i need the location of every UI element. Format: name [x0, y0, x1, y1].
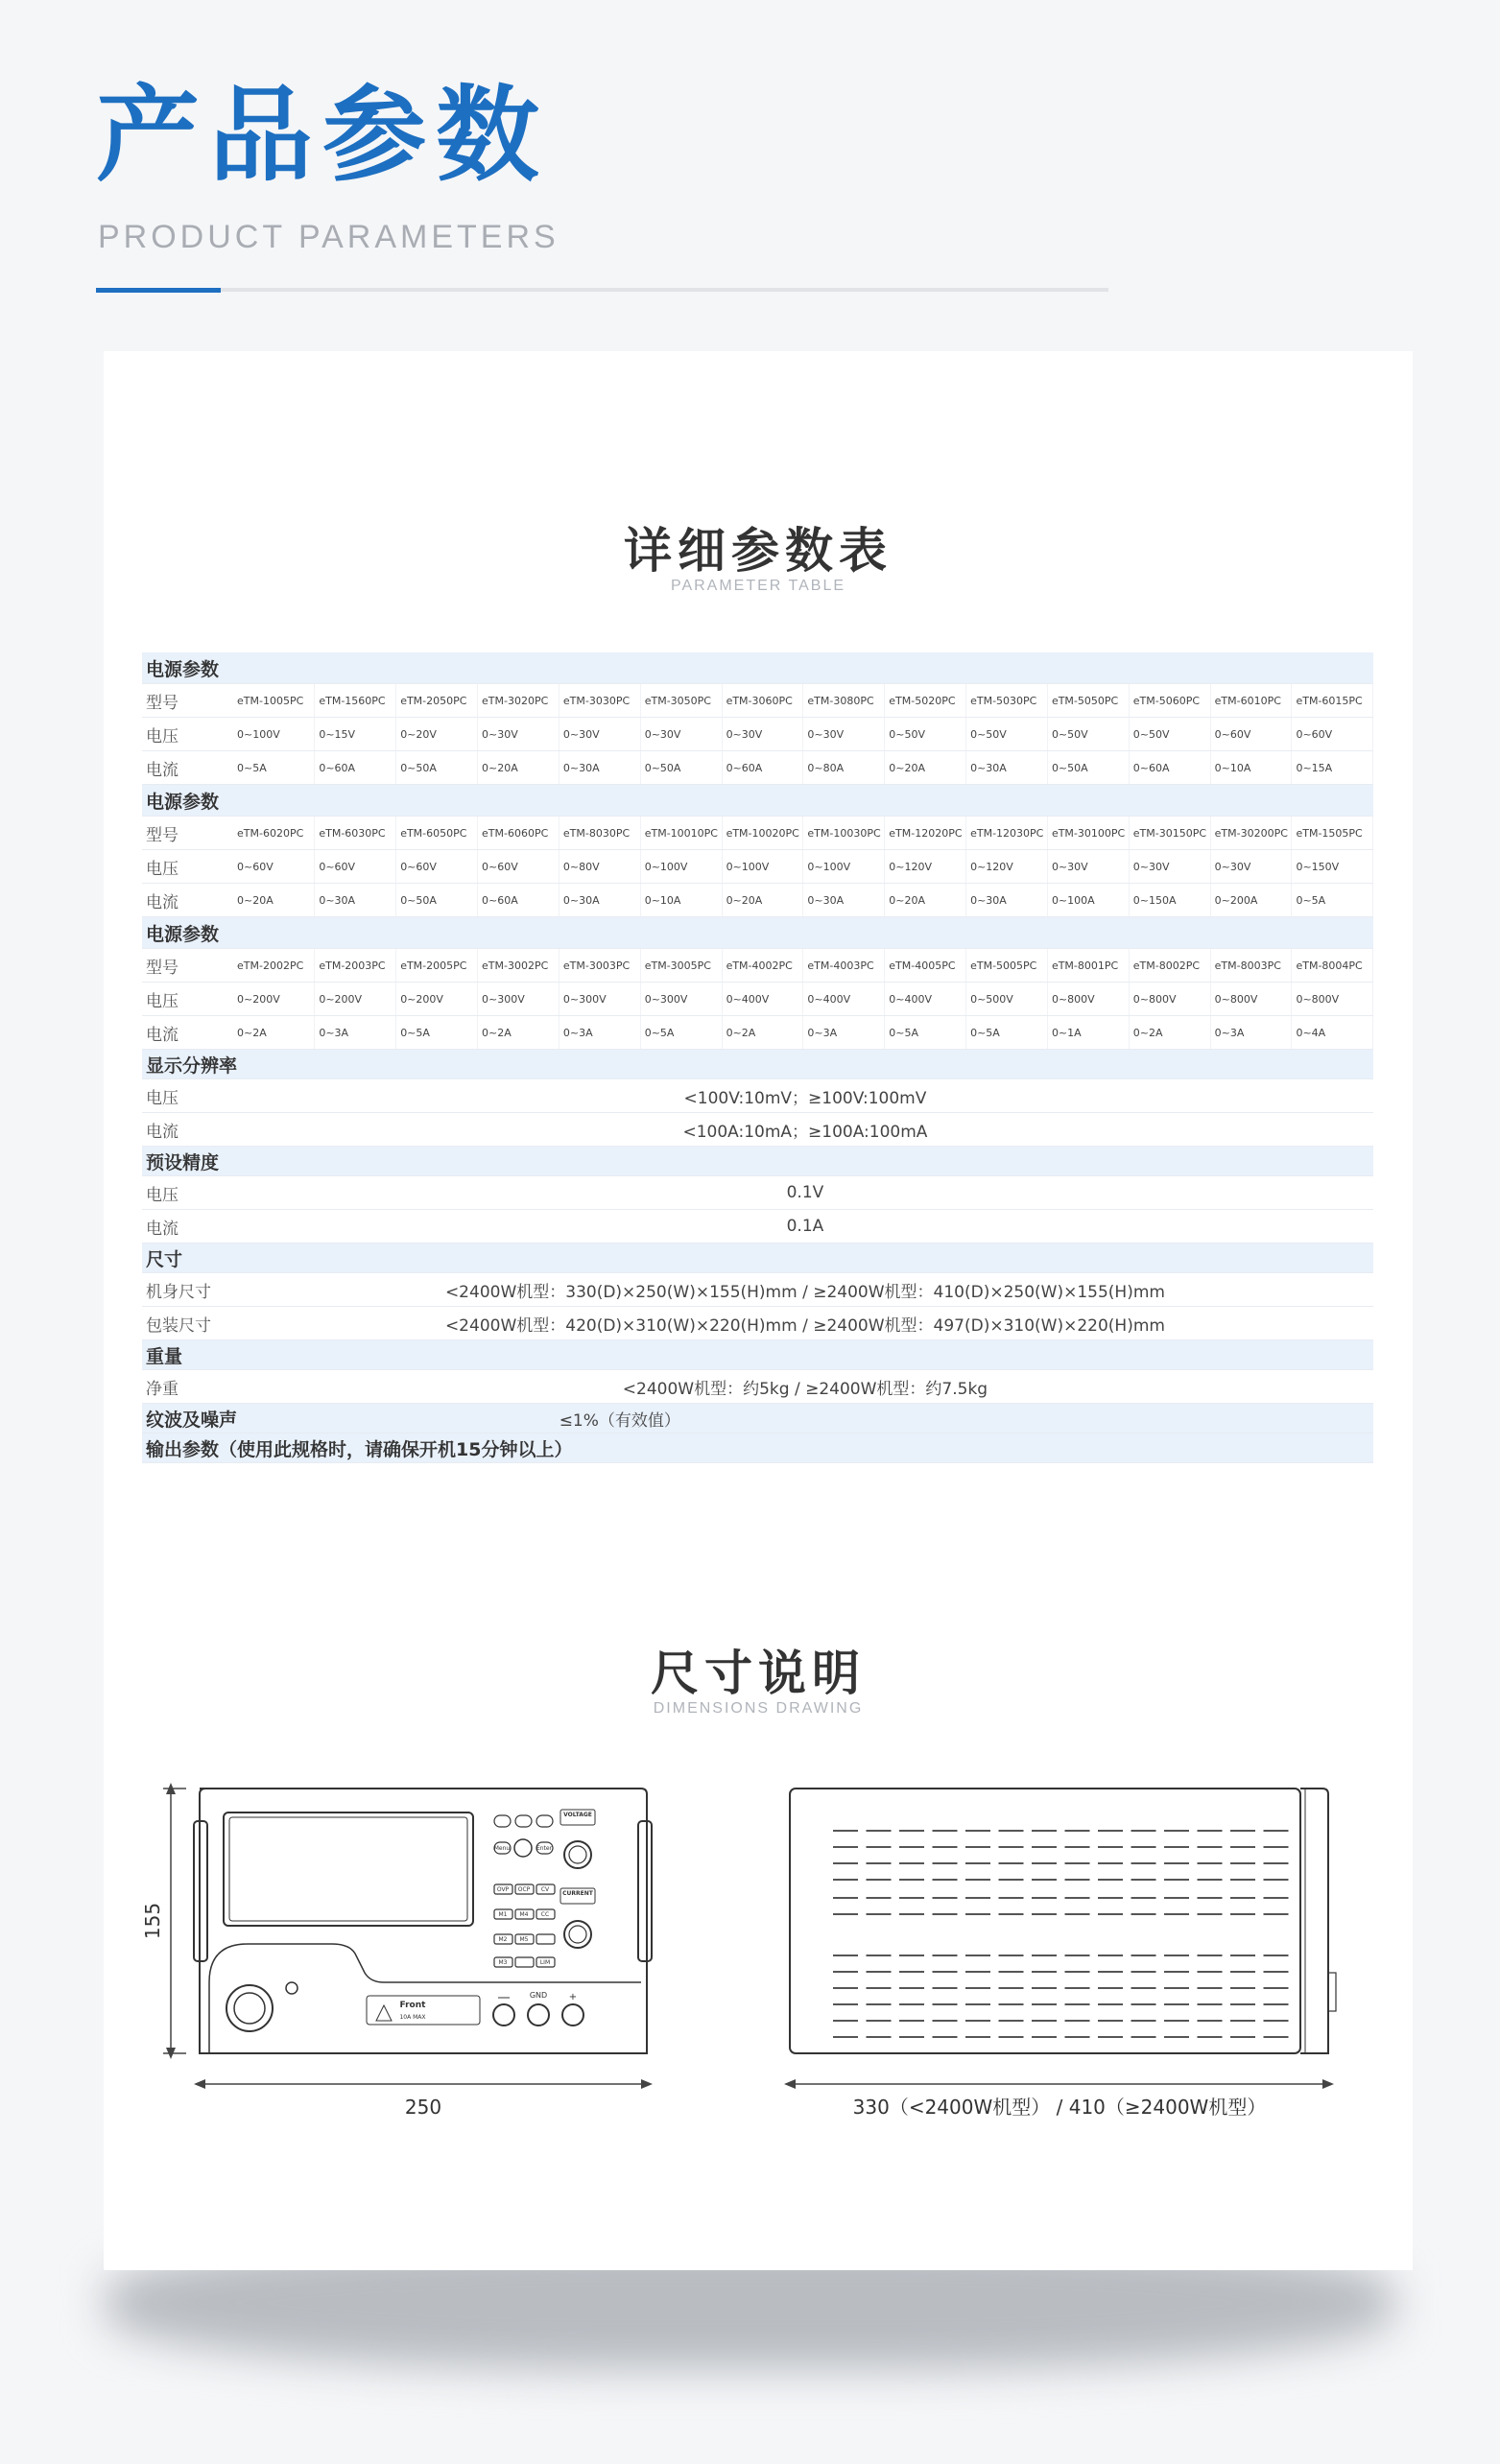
table-cell: 0~15A: [1292, 751, 1373, 785]
table-cell: 0~30V: [559, 718, 640, 751]
table-cell: 0~1A: [1047, 1016, 1129, 1050]
m5-label: M5: [519, 1936, 529, 1943]
params-subtitle: PARAMETER TABLE: [670, 578, 846, 594]
max-label: 10A MAX: [399, 2014, 426, 2021]
table-cell: eTM-2005PC: [396, 949, 478, 983]
table-cell: eTM-2050PC: [396, 684, 478, 718]
table-cell: eTM-2003PC: [315, 949, 396, 983]
table-cell: eTM-4005PC: [885, 949, 966, 983]
table-cell: 0~60V: [315, 850, 396, 884]
table-cell: 0~80A: [803, 751, 885, 785]
table-cell: 0~15V: [315, 718, 396, 751]
table-cell: eTM-3030PC: [559, 684, 640, 718]
cv-label: CV: [540, 1886, 550, 1893]
table-cell: 0~800V: [1129, 983, 1210, 1016]
lim-label: LIM: [539, 1959, 551, 1966]
table-cell: eTM-8004PC: [1292, 949, 1373, 983]
row-label: 电流: [142, 884, 233, 917]
table-cell: 0~5A: [966, 1016, 1048, 1050]
table-cell: 0~100V: [722, 850, 803, 884]
table-cell: 0~30A: [559, 884, 640, 917]
table-cell: 0~800V: [1047, 983, 1129, 1016]
table-cell: eTM-30200PC: [1210, 817, 1292, 850]
row-label: 包装尺寸: [142, 1307, 233, 1340]
table-cell: eTM-5030PC: [966, 684, 1048, 718]
table-cell: 0~200V: [233, 983, 315, 1016]
row-label: 电压: [142, 850, 233, 884]
table-cell: 0~150V: [1292, 850, 1373, 884]
table-cell: 0~5A: [640, 1016, 722, 1050]
table-cell: eTM-30100PC: [1047, 817, 1129, 850]
table-cell: 0~80V: [559, 850, 640, 884]
row-label: 型号: [142, 684, 233, 718]
row-label: 电流: [142, 1113, 233, 1147]
table-cell: eTM-3080PC: [803, 684, 885, 718]
front-label: Front: [399, 2001, 426, 2010]
table-cell: 0~2A: [233, 1016, 315, 1050]
table-cell: 0~30A: [315, 884, 396, 917]
row-label: 电压: [142, 983, 233, 1016]
row-label: 电流: [142, 1210, 233, 1244]
table-cell: 0~20A: [885, 751, 966, 785]
table-cell: eTM-5020PC: [885, 684, 966, 718]
table-cell: eTM-5060PC: [1129, 684, 1210, 718]
table-cell: 0~50A: [640, 751, 722, 785]
table-cell: 0~800V: [1292, 983, 1373, 1016]
row-label: 电压: [142, 1176, 233, 1210]
table-cell: 0~400V: [885, 983, 966, 1016]
table-cell: eTM-8001PC: [1047, 949, 1129, 983]
table-cell: 0~20V: [396, 718, 478, 751]
table-cell: eTM-4003PC: [803, 949, 885, 983]
table-cell: 0~30V: [1047, 850, 1129, 884]
m4-label: M4: [519, 1911, 529, 1918]
table-cell: 0~500V: [966, 983, 1048, 1016]
table-cell: 0~30A: [803, 884, 885, 917]
table-cell: eTM-3020PC: [478, 684, 560, 718]
table-cell: <2400W机型：330(D)×250(W)×155(H)mm / ≥2400W机型：410(D)×250(W)×155(H)mm: [233, 1273, 1373, 1307]
table-cell: 0~5A: [885, 1016, 966, 1050]
table-cell: 0~60V: [1292, 718, 1373, 751]
table-cell: 0~30V: [478, 718, 560, 751]
table-cell: eTM-3003PC: [559, 949, 640, 983]
table-cell: eTM-6030PC: [315, 817, 396, 850]
dims-title: 尺寸说明: [651, 1646, 866, 1701]
table-cell: 0~20A: [478, 751, 560, 785]
table-cell: 0~2A: [478, 1016, 560, 1050]
group-title: 显示分辨率: [142, 1050, 1373, 1079]
table-cell: 0~20A: [722, 884, 803, 917]
group-title: 尺寸: [142, 1244, 1373, 1273]
dimension-lines: [163, 1789, 1328, 2084]
table-cell: 0~30A: [966, 751, 1048, 785]
table-cell: 0~100V: [803, 850, 885, 884]
table-cell: eTM-1005PC: [233, 684, 315, 718]
ripple-note: 输出参数（使用此规格时，请确保开机15分钟以上）: [142, 1433, 1373, 1463]
m2-label: M2: [498, 1936, 508, 1943]
table-cell: ≤1%（有效值）: [396, 1404, 1373, 1433]
table-cell: eTM-6020PC: [233, 817, 315, 850]
table-cell: 0~60V: [233, 850, 315, 884]
table-cell: 0~120V: [966, 850, 1048, 884]
current-label: CURRENT: [562, 1890, 593, 1897]
m1-label: M1: [498, 1911, 508, 1918]
table-cell: 0~3A: [803, 1016, 885, 1050]
cc-label: CC: [540, 1911, 550, 1918]
table-cell: 0~50V: [1129, 718, 1210, 751]
plus-label: +: [568, 1992, 578, 2002]
group-title: 纹波及噪声: [142, 1404, 396, 1433]
table-cell: 0~150A: [1129, 884, 1210, 917]
table-cell: 0~30A: [559, 751, 640, 785]
table-cell: eTM-12020PC: [885, 817, 966, 850]
table-cell: eTM-8002PC: [1129, 949, 1210, 983]
row-label: 净重: [142, 1370, 233, 1404]
table-cell: eTM-3050PC: [640, 684, 722, 718]
table-cell: 0~50A: [396, 751, 478, 785]
table-cell: 0~60A: [315, 751, 396, 785]
voltage-label: VOLTAGE: [563, 1812, 592, 1818]
gnd-label: GND: [529, 1991, 548, 2000]
table-cell: 0~50V: [1047, 718, 1129, 751]
table-cell: eTM-10030PC: [803, 817, 885, 850]
row-label: 电流: [142, 751, 233, 785]
table-cell: 0~60V: [1210, 718, 1292, 751]
table-cell: 0~30V: [1129, 850, 1210, 884]
page-title: 产品参数: [96, 76, 550, 196]
header-divider-accent: [96, 288, 221, 293]
table-cell: eTM-1560PC: [315, 684, 396, 718]
table-cell: <2400W机型：约5kg / ≥2400W机型：约7.5kg: [233, 1370, 1373, 1404]
width-dimension-label: 250: [404, 2096, 442, 2119]
table-cell: 0~300V: [640, 983, 722, 1016]
table-cell: eTM-6015PC: [1292, 684, 1373, 718]
table-cell: eTM-5005PC: [966, 949, 1048, 983]
table-cell: 0~60V: [478, 850, 560, 884]
enter-button-label: Enter: [536, 1845, 553, 1852]
table-cell: eTM-6050PC: [396, 817, 478, 850]
table-cell: 0~30V: [722, 718, 803, 751]
group-title: 电源参数: [142, 917, 1373, 949]
table-cell: 0~800V: [1210, 983, 1292, 1016]
table-cell: 0~60A: [722, 751, 803, 785]
row-label: 电压: [142, 718, 233, 751]
table-cell: 0~30V: [1210, 850, 1292, 884]
table-cell: eTM-8003PC: [1210, 949, 1292, 983]
dims-subtitle: DIMENSIONS DRAWING: [653, 1700, 864, 1717]
header-divider: [96, 288, 1108, 292]
table-cell: 0~50V: [966, 718, 1048, 751]
table-cell: 0~10A: [640, 884, 722, 917]
table-cell: 0~20A: [233, 884, 315, 917]
table-cell: eTM-10010PC: [640, 817, 722, 850]
row-label: 型号: [142, 949, 233, 983]
page-subtitle: PRODUCT PARAMETERS: [98, 219, 560, 255]
table-cell: 0~60A: [478, 884, 560, 917]
row-label: 机身尺寸: [142, 1273, 233, 1307]
table-cell: eTM-5050PC: [1047, 684, 1129, 718]
table-cell: 0~10A: [1210, 751, 1292, 785]
table-cell: 0~30V: [640, 718, 722, 751]
table-cell: 0~20A: [885, 884, 966, 917]
table-cell: 0~30V: [803, 718, 885, 751]
table-cell: <2400W机型：420(D)×310(W)×220(H)mm / ≥2400W机型：497(D)×310(W)×220(H)mm: [233, 1307, 1373, 1340]
table-cell: 0~3A: [559, 1016, 640, 1050]
height-dimension-label: 155: [141, 1902, 164, 1940]
table-cell: 0~200V: [396, 983, 478, 1016]
table-cell: 0~400V: [722, 983, 803, 1016]
table-cell: 0~50A: [396, 884, 478, 917]
table-cell: 0~400V: [803, 983, 885, 1016]
table-cell: 0~50A: [1047, 751, 1129, 785]
table-cell: 0.1A: [233, 1210, 1373, 1244]
table-cell: 0~100A: [1047, 884, 1129, 917]
table-cell: eTM-6060PC: [478, 817, 560, 850]
m3-label: M3: [498, 1959, 508, 1966]
group-title: 重量: [142, 1340, 1373, 1370]
table-cell: eTM-12030PC: [966, 817, 1048, 850]
table-cell: 0~100V: [640, 850, 722, 884]
table-cell: eTM-10020PC: [722, 817, 803, 850]
table-cell: eTM-8030PC: [559, 817, 640, 850]
vent-slots: [833, 1831, 1289, 2037]
table-cell: eTM-2002PC: [233, 949, 315, 983]
params-title: 详细参数表: [624, 523, 893, 579]
table-cell: 0~4A: [1292, 1016, 1373, 1050]
side-view: [790, 1789, 1336, 2053]
table-cell: 0~5A: [1292, 884, 1373, 917]
row-label: 电流: [142, 1016, 233, 1050]
table-cell: 0~30A: [966, 884, 1048, 917]
table-cell: 0~300V: [559, 983, 640, 1016]
table-cell: eTM-1505PC: [1292, 817, 1373, 850]
table-cell: 0~5A: [233, 751, 315, 785]
table-cell: eTM-3005PC: [640, 949, 722, 983]
table-cell: 0~100V: [233, 718, 315, 751]
group-title: 电源参数: [142, 652, 1373, 684]
table-cell: eTM-4002PC: [722, 949, 803, 983]
table-cell: 0~200V: [315, 983, 396, 1016]
group-title: 电源参数: [142, 785, 1373, 817]
row-label: 电压: [142, 1079, 233, 1113]
table-cell: 0~60A: [1129, 751, 1210, 785]
ocp-label: OCP: [517, 1886, 531, 1893]
table-cell: 0~3A: [315, 1016, 396, 1050]
table-cell: eTM-3002PC: [478, 949, 560, 983]
table-cell: 0~60V: [396, 850, 478, 884]
table-cell: eTM-6010PC: [1210, 684, 1292, 718]
table-cell: 0~50V: [885, 718, 966, 751]
row-label: 型号: [142, 817, 233, 850]
depth-dimension-label: 330（<2400W机型） / 410（≥2400W机型）: [852, 2096, 1267, 2119]
table-cell: <100A:10mA；≥100A:100mA: [233, 1113, 1373, 1147]
table-cell: 0~3A: [1210, 1016, 1292, 1050]
table-cell: 0~300V: [478, 983, 560, 1016]
ovp-label: OVP: [496, 1886, 510, 1893]
table-cell: 0~200A: [1210, 884, 1292, 917]
table-cell: 0~5A: [396, 1016, 478, 1050]
table-cell: 0~2A: [722, 1016, 803, 1050]
table-cell: 0~2A: [1129, 1016, 1210, 1050]
table-cell: eTM-3060PC: [722, 684, 803, 718]
dimensions-drawing: [104, 351, 1413, 2270]
table-cell: 0~120V: [885, 850, 966, 884]
group-title: 预设精度: [142, 1147, 1373, 1176]
table-cell: <100V:10mV；≥100V:100mV: [233, 1079, 1373, 1113]
table-cell: eTM-30150PC: [1129, 817, 1210, 850]
table-cell: 0.1V: [233, 1176, 1373, 1210]
menu-button-label: Menu: [493, 1845, 511, 1852]
content-card: [104, 351, 1413, 2270]
